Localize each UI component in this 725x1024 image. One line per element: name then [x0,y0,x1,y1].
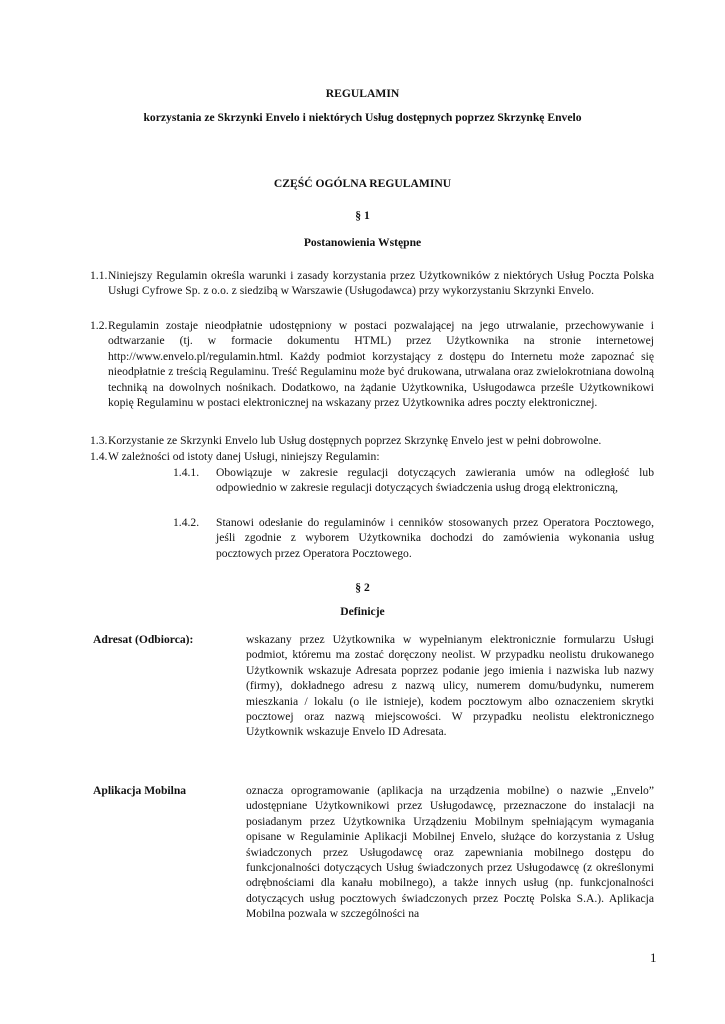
section-1-symbol: § 1 [355,209,370,222]
item-number: 1.3. [90,434,108,447]
subitem-text: Obowiązuje w zakresie regulacji dotyczących zawierania umów na odległość lub odpowiednio w zakresie regulacji dotyczących świadczenia usług drogą elektroniczną, [216,466,654,495]
subitem-text: Stanowi odesłanie do regulaminów i cenników stosowanych przez Operatora Pocztowego, jeśli zgodnie z wyborem Użytkownika dochodzi do zamówienia wykonania usług pocztowych przez Operatora Pocztowego. [216,516,654,560]
definition-text: oznacza oprogramowanie (aplikacja na urządzenia mobilne) o nazwie „Envelo” udostępniane Użytkownikowi przez Usługodawcę, przeznaczone do instalacji na posiadanym przez Użytkownika Urządzeniu Mobilnym spełniającym wymagania opisane w Regulaminie Aplikacji Mobilnej Envelo, służące do korzystania z Usług świadczonych przez Usługodawcę oraz zapewniania mobilnego dostępu do funkcjonalności dotyczących Usług świadczonych przez Usługodawcę (z określonymi odrębnościami dla kanału mobilnego), a także innych usług (np. funkcjonalności dotyczących usług pocztowych świadczonych przez Pocztę Polska S.A.). Aplikacja Mobilna pozwala w szczególności na [246,784,654,921]
section-1-heading: Postanowienia Wstępne [303,236,422,249]
page-number: 1 [650,950,657,965]
subitem-number: 1.4.2. [173,516,200,529]
item-text: Korzystanie ze Skrzynki Envelo lub Usług dostępnych poprzez Skrzynkę Envelo jest w pełni dobrowolne. [108,434,602,447]
section-2-symbol: § 2 [355,581,370,594]
definition-term: Aplikacja Mobilna [93,784,187,797]
document-title: REGULAMIN [325,87,400,100]
document-subtitle: korzystania ze Skrzynki Envelo i niektórych Usług dostępnych poprzez Skrzynkę Envelo [143,111,582,124]
section-2-heading: Definicje [340,605,385,618]
item-text: Niniejszy Regulamin określa warunki i zasady korzystania przez Użytkowników z niektórych Usług Poczta Polska Usługi Cyfrowe Sp. z o.o. z siedzibą w Warszawie (Usługodawca) przy wykorzystaniu Skrzynki Envelo. [108,269,654,298]
definition-text: wskazany przez Użytkownika w wypełnianym elektronicznie formularzu Usługi podmiot, któremu ma zostać doręczony neolist. W przypadku neolistu drukowanego Użytkownik wskazuje Adresata poprzez podanie jego imienia i nazwiska lub nazwy (firmy), dokładnego adresu z nazwą ulicy, numerem domu/budynku, numerem mieszkania / lokalu (o ile istnieje), kodem pocztowym albo oznaczeniem skrytki pocztowej oraz nazwą miejscowości. W przypadku neolistu elektronicznego Użytkownik wskazuje Envelo ID Adresata. [246,633,654,739]
part-title: CZĘŚĆ OGÓLNA REGULAMINU [273,177,452,190]
item-text: W zależności od istoty danej Usługi, niniejszy Regulamin: [108,450,380,463]
item-text: Regulamin zostaje nieodpłatnie udostępniony w postaci pozwalającej na jego utrwalanie, przechowywanie i odtwarzanie (tj. w formacie dokumentu HTML) przez Użytkownika na stronie internetowej http://www.envelo.pl/regulamin.html. Każdy podmiot korzystający z dostępu do Internetu może zapoznać się nieodpłatnie z treścią Regulaminu. Treść Regulaminu może być drukowana, utrwalana oraz zwielokrotniana dowolną techniką na dowolnych nośnikach. Dodatkowo, na żądanie Użytkownika, Usługodawca prześle Użytkownikowi kopię Regulaminu w postaci elektronicznej na wskazany przez Użytkownika adres poczty elektronicznej. [108,319,654,410]
item-number: 1.1. [90,269,108,282]
subitem-number: 1.4.1. [173,466,200,479]
item-number: 1.2. [90,319,108,332]
definition-term: Adresat (Odbiorca): [93,633,194,646]
item-number: 1.4. [90,450,108,463]
